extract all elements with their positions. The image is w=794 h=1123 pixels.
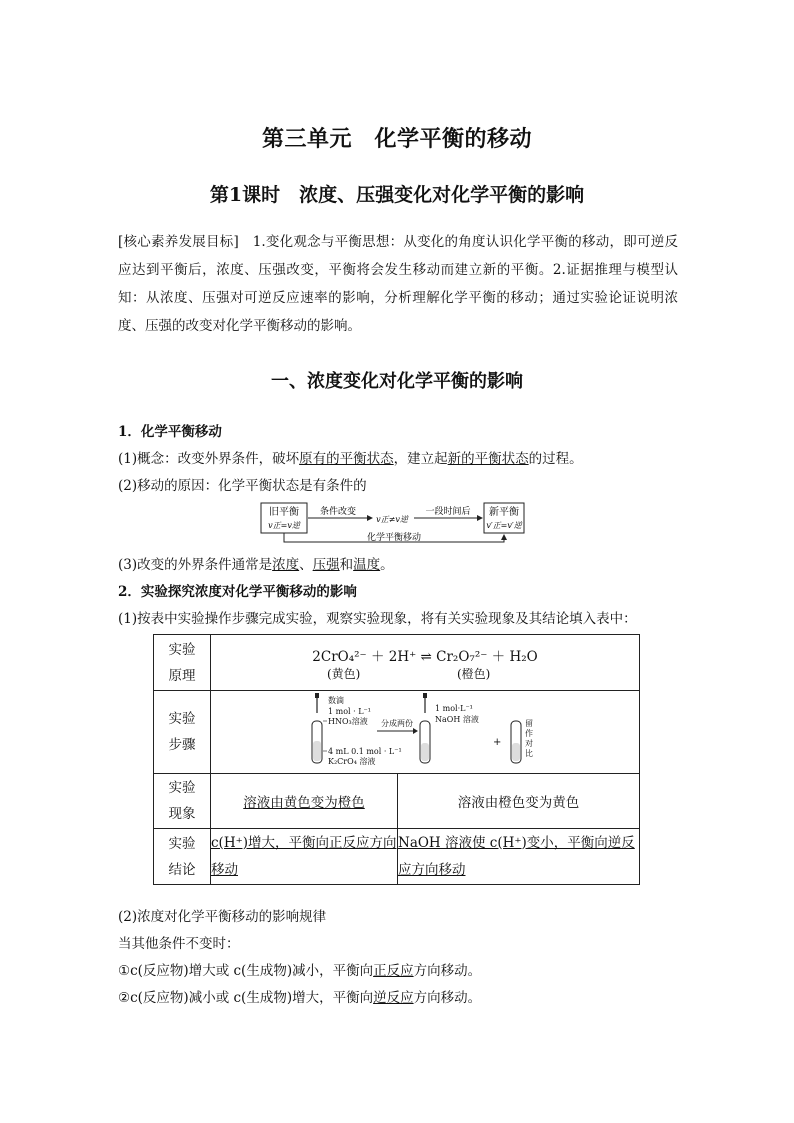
- item2-intro: (1)按表中实验操作步骤完成实验，观察实验现象，将有关实验现象及其结论填入表中：: [118, 611, 637, 627]
- conditions-post: 。: [380, 557, 394, 573]
- new-box-label: 新平衡: [489, 507, 519, 518]
- step-naoh-conc: 1 mol·L⁻¹: [435, 704, 473, 713]
- equation-text: 2CrO₄²⁻ ＋ 2H⁺ ⇌ Cr₂O₇²⁻ ＋ H₂O: [312, 648, 538, 665]
- dropper-bulb-1: [315, 693, 319, 698]
- conclusion-cell-2: [398, 829, 640, 885]
- row-head-phenomenon: [154, 774, 211, 829]
- conclusion-cell-1: [211, 829, 398, 885]
- phenomenon-2: 溶液由橙色变为黄色: [457, 795, 580, 811]
- steps-cell: [211, 691, 640, 774]
- keep-char-1: 留: [525, 719, 533, 728]
- step-drops: 数滴: [328, 696, 344, 705]
- table-row-phenomenon: [154, 774, 640, 829]
- rules-condition: 当其他条件不变时：: [118, 936, 240, 952]
- arrow2-label: 一段时间后: [425, 507, 471, 517]
- rule-2-pre: ②c(反应物)减小或 c(生成物)增大，平衡向: [118, 990, 374, 1006]
- goals-text: 1.变化观念与平衡思想：从变化的角度认识化学平衡的移动，即可逆反应达到平衡后，浓度、压强改变，平衡将会发生移动而建立新的平衡。2.证据推理与模型认知：从浓度、压强对可逆反应速率的影响，分析理解化学平衡的移动；通过实验论证说明浓度、压强的改变对化学平衡移动的影响。: [118, 234, 678, 334]
- new-box-rate: v′正=v′逆: [486, 521, 522, 530]
- phenomenon-cell-2: [398, 774, 640, 829]
- unequal-rates: v正≠v逆: [376, 515, 408, 524]
- conditions-pre: (3)改变的外界条件通常是: [118, 557, 273, 573]
- row-head-conclusion-line-2: 结论: [168, 861, 196, 878]
- conclusion-2: NaOH 溶液使 c(H⁺)变小，平衡向逆反应方向移动: [398, 834, 635, 878]
- step-naoh: NaOH 溶液: [435, 715, 479, 724]
- experiment-steps-diagram: [211, 691, 636, 769]
- reason-line: (2)移动的原因：化学平衡状态是有条件的: [118, 478, 367, 494]
- table-row-principle: [154, 635, 640, 691]
- condition-pressure: 压强: [312, 557, 340, 573]
- step-plus: +: [493, 737, 502, 748]
- arrow1-label: 条件改变: [319, 507, 357, 517]
- keep-char-2: 作: [525, 729, 533, 738]
- conditions-line: [118, 553, 394, 573]
- bottom-label: 化学平衡移动: [366, 533, 422, 543]
- conditions-sep-2: 和: [339, 557, 354, 573]
- orange-label: (橙色): [457, 666, 491, 681]
- phenomenon-1: 溶液由黄色变为橙色: [243, 795, 365, 811]
- experiment-table: [153, 634, 640, 885]
- row-head-phenomenon-line-1: 实验: [168, 780, 196, 796]
- step-hno3: HNO₃溶液: [328, 717, 368, 726]
- goals-tag: [核心素养发展目标]: [118, 234, 239, 250]
- concept-post: 的过程。: [528, 451, 583, 467]
- row-head-steps: [154, 691, 211, 774]
- rules-heading: (2)浓度对化学平衡移动的影响规律: [118, 909, 327, 925]
- table-row-steps: [154, 691, 640, 774]
- row-head-principle-line-2: 原理: [168, 667, 196, 684]
- item2-heading: 2．实验探究浓度对化学平衡移动的影响: [118, 584, 357, 600]
- concept-mid: ，建立起: [393, 451, 448, 467]
- step-k2cro4: 4 mL 0.1 mol · L⁻¹: [328, 747, 402, 756]
- old-box-label: 旧平衡: [269, 507, 299, 518]
- row-head-phenomenon-line-2: 现象: [168, 806, 196, 822]
- rule-2-answer: 逆反应: [373, 990, 414, 1006]
- reaction-equation: [211, 645, 639, 681]
- equilibrium-shift-diagram: [260, 502, 526, 544]
- section-title: 一、浓度变化对化学平衡的影响: [271, 371, 523, 392]
- solution-1: [313, 741, 321, 761]
- row-head-steps-line-2: 步骤: [168, 737, 196, 753]
- step-k2cro4-b: K₂CrO₄ 溶液: [328, 757, 376, 766]
- condition-concentration: 浓度: [272, 557, 300, 573]
- concept-answer-2: 新的平衡状态: [447, 451, 529, 467]
- step-split: 分成两份: [381, 719, 413, 728]
- rule-2-post: 方向移动。: [413, 990, 482, 1006]
- principle-cell: [211, 635, 640, 691]
- unit-title: 第三单元 化学平衡的移动: [261, 126, 532, 152]
- row-head-principle: [154, 635, 211, 691]
- rule-1-post: 方向移动。: [413, 963, 482, 979]
- table-row-conclusion: [154, 829, 640, 885]
- goals-paragraph: [118, 228, 678, 340]
- row-head-principle-line-1: 实验: [168, 641, 196, 658]
- row-head-conclusion: [154, 829, 211, 885]
- step-hno3-conc: 1 mol · L⁻¹: [328, 707, 371, 716]
- yellow-label: (黄色): [327, 666, 361, 681]
- concept-line: [118, 447, 583, 467]
- rule-1-pre: ①c(反应物)增大或 c(生成物)减小，平衡向: [118, 963, 374, 979]
- keep-char-4: 比: [525, 749, 533, 758]
- rule-1-answer: 正反应: [373, 963, 414, 979]
- phenomenon-cell-1: [211, 774, 398, 829]
- item1-heading: 1．化学平衡移动: [118, 424, 222, 440]
- concept-pre: (1)概念：改变外界条件，破坏: [118, 451, 300, 467]
- solution-2: [421, 743, 429, 761]
- solution-control: [512, 743, 520, 761]
- keep-char-3: 对: [525, 739, 533, 748]
- concept-answer-1: 原有的平衡状态: [299, 451, 394, 467]
- lesson-title: 第1课时 浓度、压强变化对化学平衡的影响: [209, 184, 585, 206]
- row-head-steps-line-1: 实验: [168, 711, 196, 727]
- rule-2: [118, 986, 481, 1006]
- row-head-conclusion-line-1: 实验: [168, 835, 196, 852]
- old-box-rate: v正=v逆: [268, 521, 300, 530]
- condition-temperature: 温度: [353, 557, 381, 573]
- conditions-sep-1: 、: [299, 557, 313, 573]
- conclusion-1: c(H⁺)增大，平衡向正反应方向移动: [211, 834, 397, 878]
- rule-1: [118, 959, 481, 979]
